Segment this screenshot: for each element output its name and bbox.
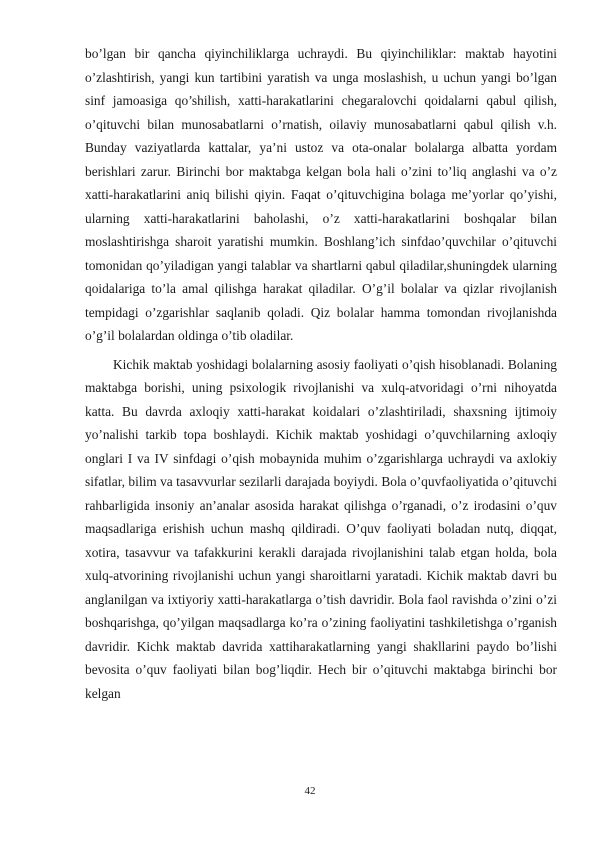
paragraph-2: Kichik maktab yoshidagi bolalarning asosiy faoliyati o’qish hisoblanadi. Bolaning maktabga borishi, uning psixologik rivojlanishi va xulq-atvoridagi o’rni nihoyatda katta. Bu davrda axloqiy xatti-harakat koidalari o’zlashtiriladi, shaxsning ijtimoiy yo’nalishi tarkib topa boshlaydi. Kichik maktab yoshidagi o’quvchilarning axloqiy onglari I va IV sinfdagi o’qish mobaynida muhim o’zgarishlarga uchraydi va axlokiy sifatlar, bilim va tasavvurlar sezilarli darajada boyiydi. Bola o’quvfaoliyatida o’qituvchi rahbarligida insoniy an’analar asosida harakat qilishga o’rganadi, o’z irodasini o’quv maqsadlariga erishish uchun mashq qildiradi. O’quv faoliyati boladan nutq, diqqat, xotira, tasavvur va tafakkurini kerakli darajada rivojlanishini talab etgan holda, bola xulq-atvorining rivojlanishi uchun yangi sharoitlarni yaratadi. Kichik maktab davri bu anglanilgan va ixtiyoriy xatti-harakatlarga o’tish davridir. Bola faol ravishda o’zini o’zi boshqarishga, qo’yilgan maqsadlarga ko’ra o’zining faoliyatini tashkiletishga o’rganish davridir. Kichk maktab davrida xattiharakatlarning yangi shakllarini paydo bo’lishi bevosita o’quv faoliyati bilan bog’liqdir. Hech bir o’qituvchi maktabga birinchi bor kelgan	[85, 356, 557, 701]
page-number: 42	[304, 785, 316, 797]
document-page	[85, 42, 557, 705]
paragraph-1: bo’lgan bir qancha qiyinchiliklarga uchraydi. Bu qiyinchiliklar: maktab hayotini o’zlashtirish, yangi kun tartibini yaratish va unga moslashish, u uchun yangi bo’lgan sinf jamoasiga qo’shilish, xatti-harakatlarini chegaralovchi qoidalarni qabul qilish, o’qituvchi bilan munosabatlarni o’rnatish, oilaviy munosabatlarni qabul qilish v.h. Bunday vaziyatlarda kattalar, ya’ni ustoz va ota-onalar bolalarga albatta yordam berishlari zarur. Birinchi bor maktabga kelgan bola hali o’zini to’liq anglashi va o’z xatti-harakatlarini aniq bilishi qiyin. Faqat o’qituvchigina bolaga me’yorlar qo’yishi, ularning xatti-harakatlarini baholashi, o’z xatti-harakatlarini boshqalar bilan moslashtirishga sharoit yaratishi mumkin. Boshlang’ich sinfdao’quvchilar o’qituvchi tomonidan qo’yiladigan yangi talablar va shartlarni qabul qiladilar,shuningdek ularning qoidalariga to’la amal qilishga harakat qiladilar. O’g’il bolalar va qizlar rivojlanish tempidagi o’zgarishlar saqlanib qoladi. Qiz bolalar hamma tomondan rivojlanishda o’g’il bolalardan oldinga o’tib oladilar.	[85, 46, 557, 343]
